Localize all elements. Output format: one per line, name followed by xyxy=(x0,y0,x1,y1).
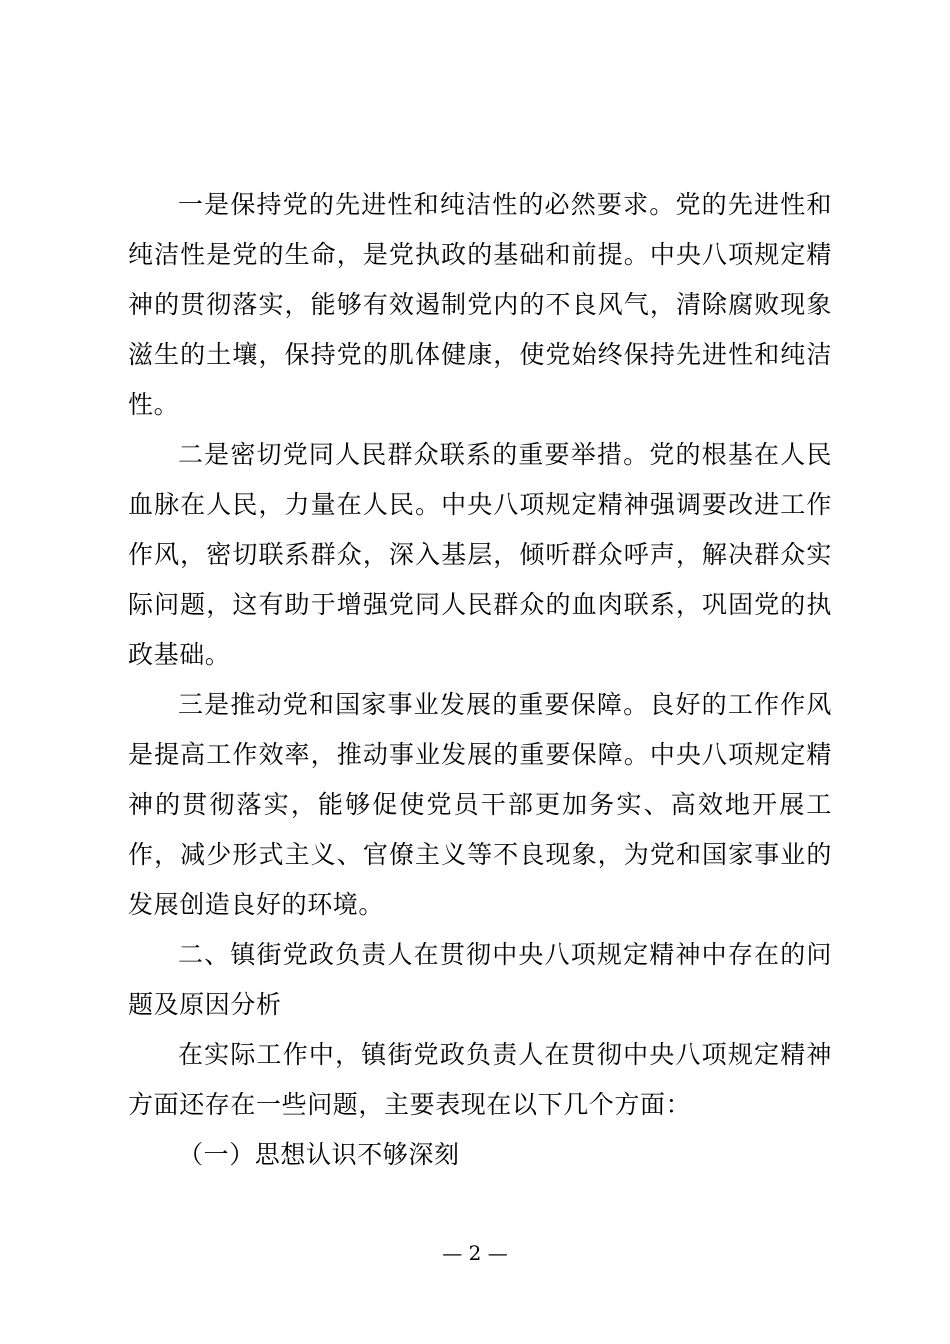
paragraph-third-point: 三是推动党和国家事业发展的重要保障。良好的工作作风是提高工作效率，推动事业发展的重要保障。中央八项规定精神的贯彻落实，能够促使党员干部更加务实、高效地开展工作，减少形式主义、官僚主义等不良现象，为党和国家事业的发展创造良好的环境。 xyxy=(128,690,832,919)
document-body xyxy=(128,180,832,1180)
page-number: — 2 — xyxy=(442,1241,508,1265)
section-heading-problems: 二、镇街党政负责人在贯彻中央八项规定精神中存在的问题及原因分析 xyxy=(128,940,832,1019)
paragraph-intro-problems: 在实际工作中，镇街党政负责人在贯彻中央八项规定精神方面还存在一些问题，主要表现在以下几个方面： xyxy=(128,1040,832,1119)
paragraph-second-point: 二是密切党同人民群众联系的重要举措。党的根基在人民血脉在人民，力量在人民。中央八项规定精神强调要改进工作作风，密切联系群众，深入基层，倾听群众呼声，解决群众实际问题，这有助于增强党同人民群众的血肉联系，巩固党的执政基础。 xyxy=(128,440,832,669)
subsection-heading-awareness: （一）思想认识不够深刻 xyxy=(178,1140,460,1169)
paragraph-first-point: 一是保持党的先进性和纯洁性的必然要求。党的先进性和纯洁性是党的生命，是党执政的基础和前提。中央八项规定精神的贯彻落实，能够有效遏制党内的不良风气，清除腐败现象滋生的土壤，保持党的肌体健康，使党始终保持先进性和纯洁性。 xyxy=(128,190,832,419)
